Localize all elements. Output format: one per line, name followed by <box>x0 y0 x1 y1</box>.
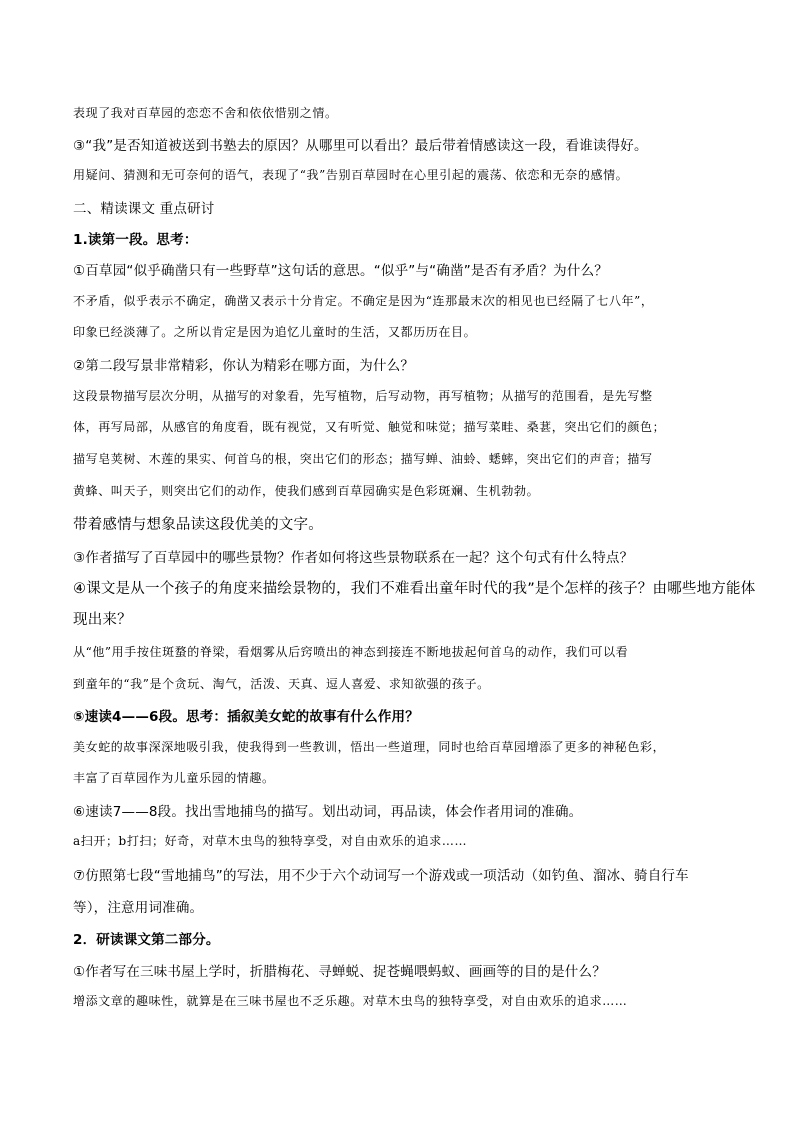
question-line: ①作者写在三味书屋上学时，折腊梅花、寻蝉蜕、捉苍蝇喂蚂蚁、画画等的目的是什么？ <box>73 964 606 980</box>
question-line: 现出来？ <box>73 612 132 628</box>
subsection-heading: 2．研读课文第二部分。 <box>73 932 220 948</box>
question-line: ③“我”是否知道被送到书塾去的原因？从哪里可以看出？最后带着情感读这一段，看谁读得好。 <box>73 138 648 154</box>
answer-line: 表现了我对百草园的恋恋不舍和依依惜别之情。 <box>73 106 338 120</box>
answer-line: 这段景物描写层次分明，从描写的对象看，先写植物，后写动物，再写植物；从描写的范围看，是先写整 <box>73 389 653 403</box>
answer-line: 到童年的“我”是个贪玩、淘气，活泼、天真、逗人喜爱、求知欲强的孩子。 <box>73 677 490 691</box>
question-line: 等），注意用词准确。 <box>73 900 204 916</box>
question-line: ④课文是从一个孩子的角度来描绘景物的，我们不难看出童年时代的我”是个怎样的孩子？由哪些地方能体 <box>73 581 756 597</box>
answer-line: 黄蜂、叫天子，则突出它们的动作，使我们感到百草园确实是色彩斑斓、生机勃勃。 <box>73 484 540 498</box>
answer-line: 美女蛇的故事深深地吸引我，使我得到一些教训，悟出一些道理，同时也给百草园增添了更多的神秘色彩， <box>73 740 666 754</box>
question-line: ⑥速读7——8段。找出雪地捕鸟的描写。划出动词，再品读，体会作者用词的准确。 <box>73 804 583 820</box>
answer-line: 描写皂荚树、木莲的果实、何首乌的根，突出它们的形态；描写蝉、油蛉、蟋蟀，突出它们的声音；描写 <box>73 452 653 466</box>
question-line: ②第二段写景非常精彩，你认为精彩在哪方面，为什么？ <box>73 358 415 374</box>
question-line: ③作者描写了百草园中的哪些景物？作者如何将这些景物联系在一起？这个句式有什么特点？ <box>73 550 634 566</box>
answer-line: 不矛盾，似乎表示不确定，确凿又表示十分肯定。不确定是因为“连那最末次的相见也已经隔了七八年”， <box>73 294 654 308</box>
answer-line: 用疑问、猜测和无可奈何的语气，表现了“我”告别百草园时在心里引起的震荡、依恋和无奈的感情。 <box>73 168 629 182</box>
section-heading: 二、精读课文 重点研讨 <box>73 201 215 217</box>
subsection-heading: 1.读第一段。思考： <box>73 232 198 248</box>
answer-line: a扫开；b打扫；好奇，对草木虫鸟的独特享受，对自由欢乐的追求…… <box>73 834 468 848</box>
answer-line: 增添文章的趣味性，就算是在三味书屋也不乏乐趣。对草木虫鸟的独特享受，对自由欢乐的追求…… <box>73 994 628 1008</box>
answer-line: 印象已经淡薄了。之所以肯定是因为追忆儿童时的生活，又都历历在目。 <box>73 325 477 339</box>
question-line: ①百草园“似乎确凿只有一些野草”这句话的意思。“似乎”与“确凿”是否有矛盾？为什么？ <box>73 263 608 279</box>
instruction-line: 带着感情与想象品读这段优美的文字。 <box>73 517 323 533</box>
answer-line: 体，再写局部，从感官的角度看，既有视觉，又有听觉、触觉和味觉；描写菜畦、桑葚，突出它们的颜色； <box>73 420 666 434</box>
answer-line: 丰富了百草园作为儿童乐园的情趣。 <box>73 771 275 785</box>
answer-line: 从“他”用手按住斑蝥的脊梁，看烟雾从后窍喷出的神态到接连不断地拔起何首乌的动作，我们可以看 <box>73 645 629 659</box>
question-line: ⑦仿照第七段“雪地捕鸟”的写法，用不少于六个动词写一个游戏或一项活动（如钓鱼、溜冰、骑自行车 <box>73 868 689 884</box>
question-line: ⑤速读4——6段。思考：插叙美女蛇的故事有什么作用？ <box>73 709 419 725</box>
